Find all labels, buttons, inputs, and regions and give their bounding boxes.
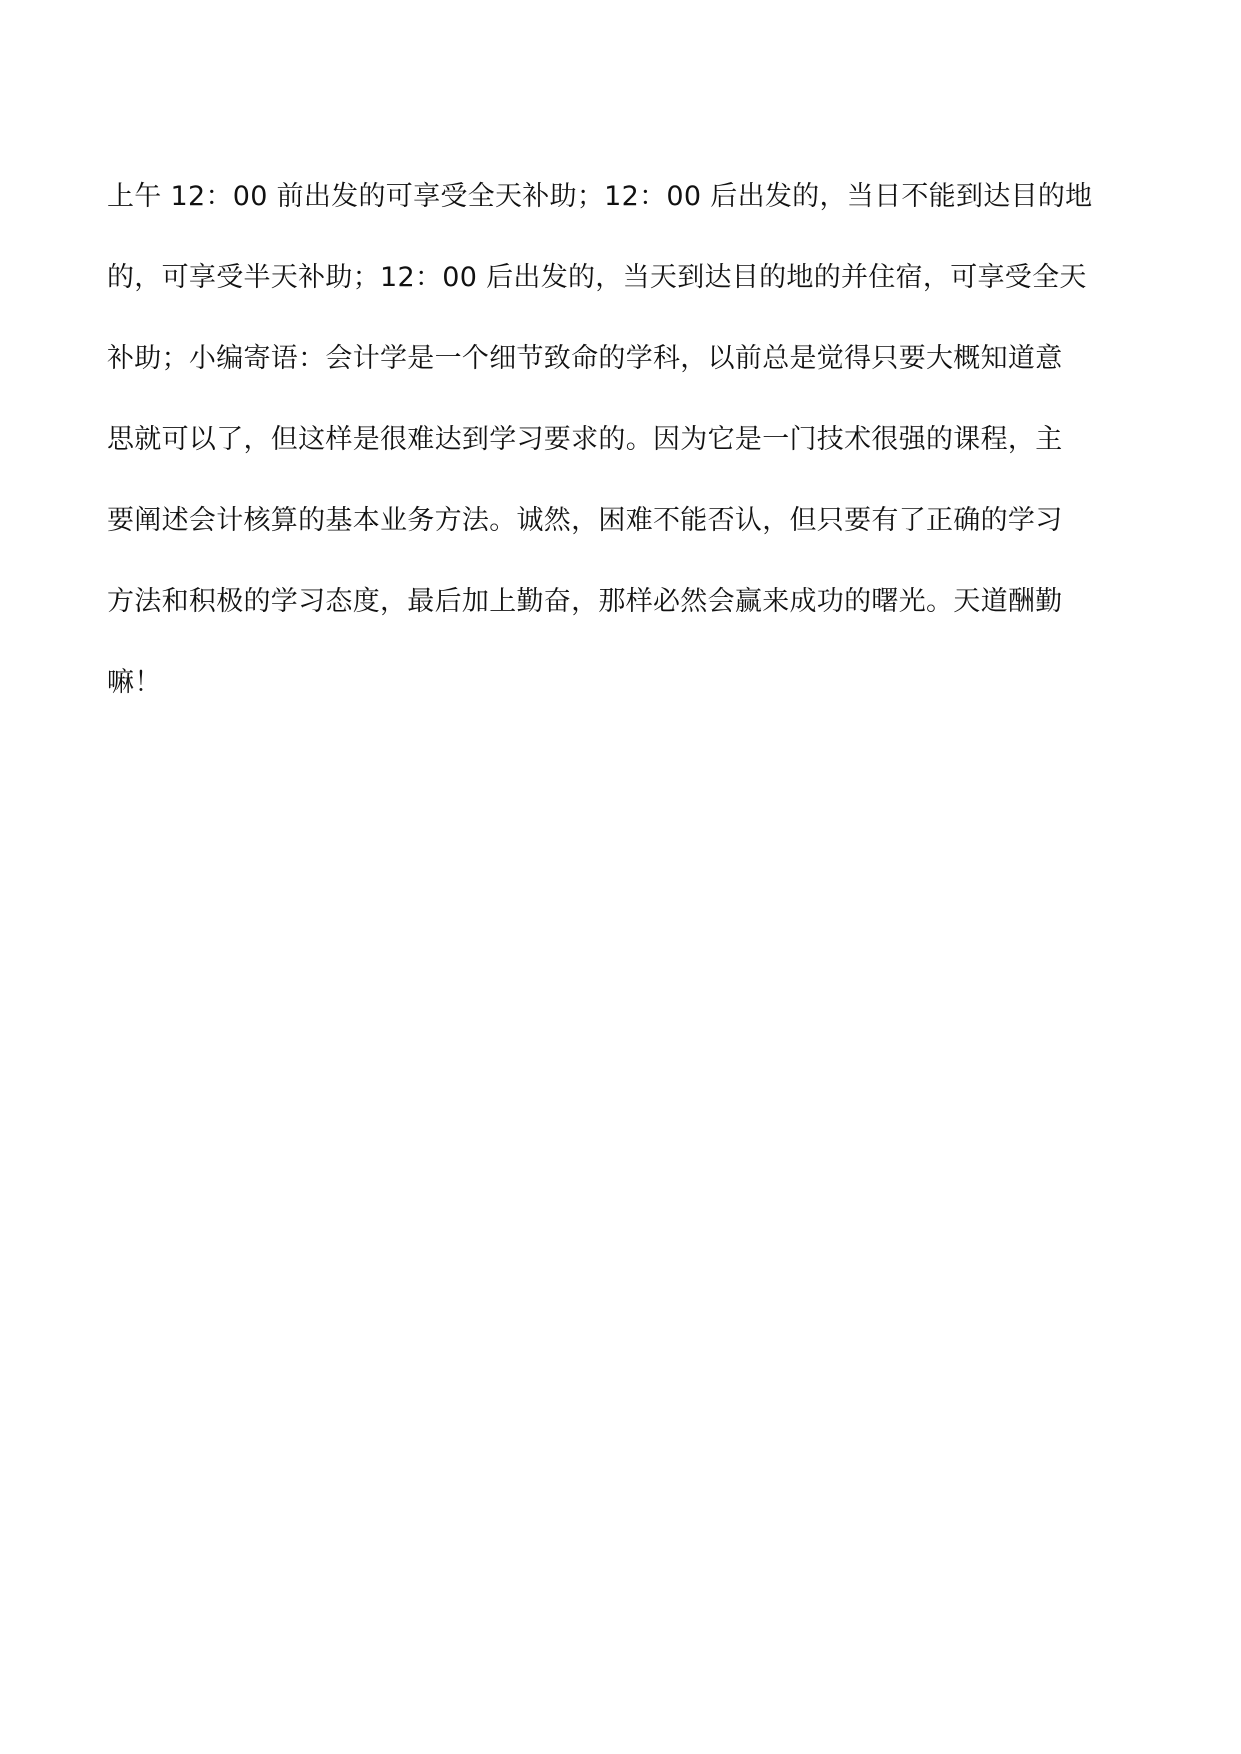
text-line-4: 思就可以了，但这样是很难达到学习要求的。因为它是一门技术很强的课程，主 xyxy=(107,424,1063,455)
text-line-5: 要阐述会计核算的基本业务方法。诚然，困难不能否认，但只要有了正确的学习 xyxy=(107,505,1063,536)
body-paragraph xyxy=(107,156,1147,723)
text-line-3: 补助；小编寄语：会计学是一个细节致命的学科，以前总是觉得只要大概知道意 xyxy=(107,343,1063,374)
text-line-1: 上午 12：00 前出发的可享受全天补助；12：00 后出发的，当日不能到达目的地 xyxy=(107,181,1093,212)
text-line-6: 方法和积极的学习态度，最后加上勤奋，那样必然会赢来成功的曙光。天道酬勤 xyxy=(107,586,1063,617)
text-line-2: 的，可享受半天补助；12：00 后出发的，当天到达目的地的并住宿，可享受全天 xyxy=(107,262,1087,293)
text-line-7: 嘛！ xyxy=(107,667,162,698)
